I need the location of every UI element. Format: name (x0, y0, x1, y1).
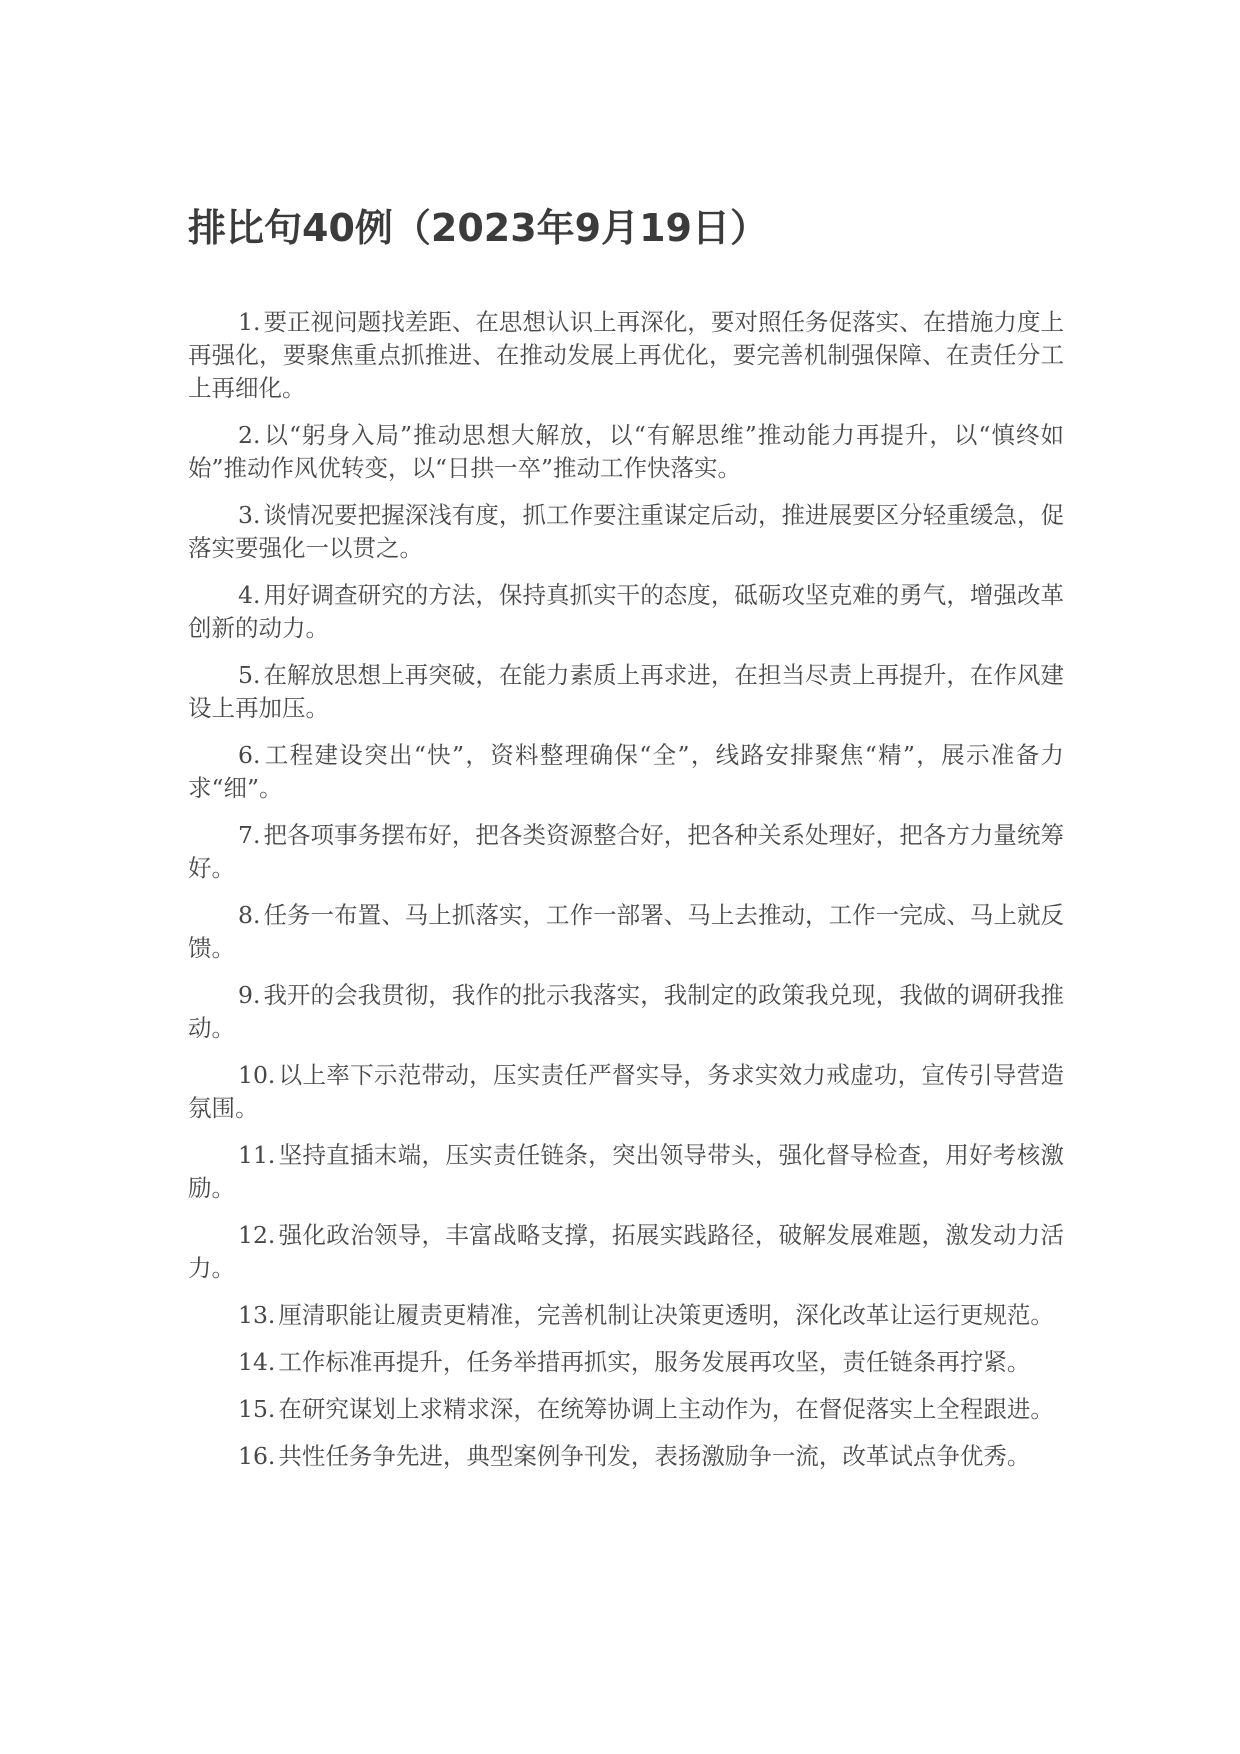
item-text: 在解放思想上再突破，在能力素质上再求进，在担当尽责上再提升，在作风建设上再加压。 (188, 661, 1064, 722)
list-item (188, 1059, 1064, 1125)
item-text: 工程建设突出“快”，资料整理确保“全”，线路安排聚焦“精”，展示准备力求“细”。 (188, 741, 1064, 802)
item-text: 以“躬身入局”推动思想大解放，以“有解思维”推动能力再提升，以“慎终如始”推动作风优转变，以“日拱一卒”推动工作快落实。 (188, 421, 1064, 482)
item-text: 厘清职能让履责更精准，完善机制让决策更透明，深化改革让运行更规范。 (278, 1301, 1054, 1329)
list-item (188, 499, 1064, 565)
document-title: 排比句40例（2023年9月19日） (188, 206, 768, 250)
item-number: 3. (238, 501, 261, 529)
list-item (188, 819, 1064, 885)
list-item (188, 659, 1064, 725)
item-number: 5. (238, 661, 261, 689)
item-number: 14. (238, 1348, 276, 1376)
item-number: 1. (238, 308, 261, 336)
item-text: 在研究谋划上求精求深，在统筹协调上主动作为，在督促落实上全程跟进。 (278, 1395, 1054, 1423)
item-number: 11. (238, 1141, 276, 1169)
list-item (188, 306, 1064, 405)
item-number: 12. (238, 1221, 276, 1249)
item-number: 13. (238, 1301, 276, 1329)
document-body (188, 306, 1064, 1487)
item-text: 要正视问题找差距、在思想认识上再深化，要对照任务促落实、在措施力度上再强化，要聚焦重点抓推进、在推动发展上再优化，要完善机制强保障、在责任分工上再细化。 (188, 308, 1064, 402)
item-number: 15. (238, 1395, 276, 1423)
list-item (188, 899, 1064, 965)
list-item (188, 1393, 1064, 1426)
item-number: 7. (238, 821, 261, 849)
list-item (188, 1346, 1064, 1379)
item-text: 任务一布置、马上抓落实，工作一部署、马上去推动，工作一完成、马上就反馈。 (188, 901, 1064, 962)
list-item (188, 1299, 1064, 1332)
item-text: 强化政治领导，丰富战略支撑，拓展实践路径，破解发展难题，激发动力活力。 (188, 1221, 1064, 1282)
item-text: 用好调查研究的方法，保持真抓实干的态度，砥砺攻坚克难的勇气，增强改革创新的动力。 (188, 581, 1064, 642)
list-item (188, 419, 1064, 485)
item-number: 2. (238, 421, 261, 449)
item-number: 4. (238, 581, 261, 609)
item-number: 10. (238, 1061, 276, 1089)
item-text: 工作标准再提升，任务举措再抓实，服务发展再攻坚，责任链条再拧紧。 (278, 1348, 1031, 1376)
list-item (188, 739, 1064, 805)
item-text: 谈情况要把握深浅有度，抓工作要注重谋定后动，推进展要区分轻重缓急，促落实要强化一以贯之。 (188, 501, 1064, 562)
item-text: 坚持直插末端，压实责任链条，突出领导带头，强化督导检查，用好考核激励。 (188, 1141, 1064, 1202)
list-item (188, 1219, 1064, 1285)
list-item (188, 579, 1064, 645)
item-text: 以上率下示范带动，压实责任严督实导，务求实效力戒虚功，宣传引导营造氛围。 (188, 1061, 1064, 1122)
item-number: 16. (238, 1442, 276, 1470)
list-item (188, 1440, 1064, 1473)
item-number: 8. (238, 901, 261, 929)
list-item (188, 979, 1064, 1045)
list-item (188, 1139, 1064, 1205)
item-number: 9. (238, 981, 261, 1009)
item-text: 我开的会我贯彻，我作的批示我落实，我制定的政策我兑现，我做的调研我推动。 (188, 981, 1064, 1042)
item-text: 把各项事务摆布好，把各类资源整合好，把各种关系处理好，把各方力量统筹好。 (188, 821, 1064, 882)
item-text: 共性任务争先进，典型案例争刊发，表扬激励争一流，改革试点争优秀。 (278, 1442, 1031, 1470)
item-number: 6. (238, 741, 261, 769)
